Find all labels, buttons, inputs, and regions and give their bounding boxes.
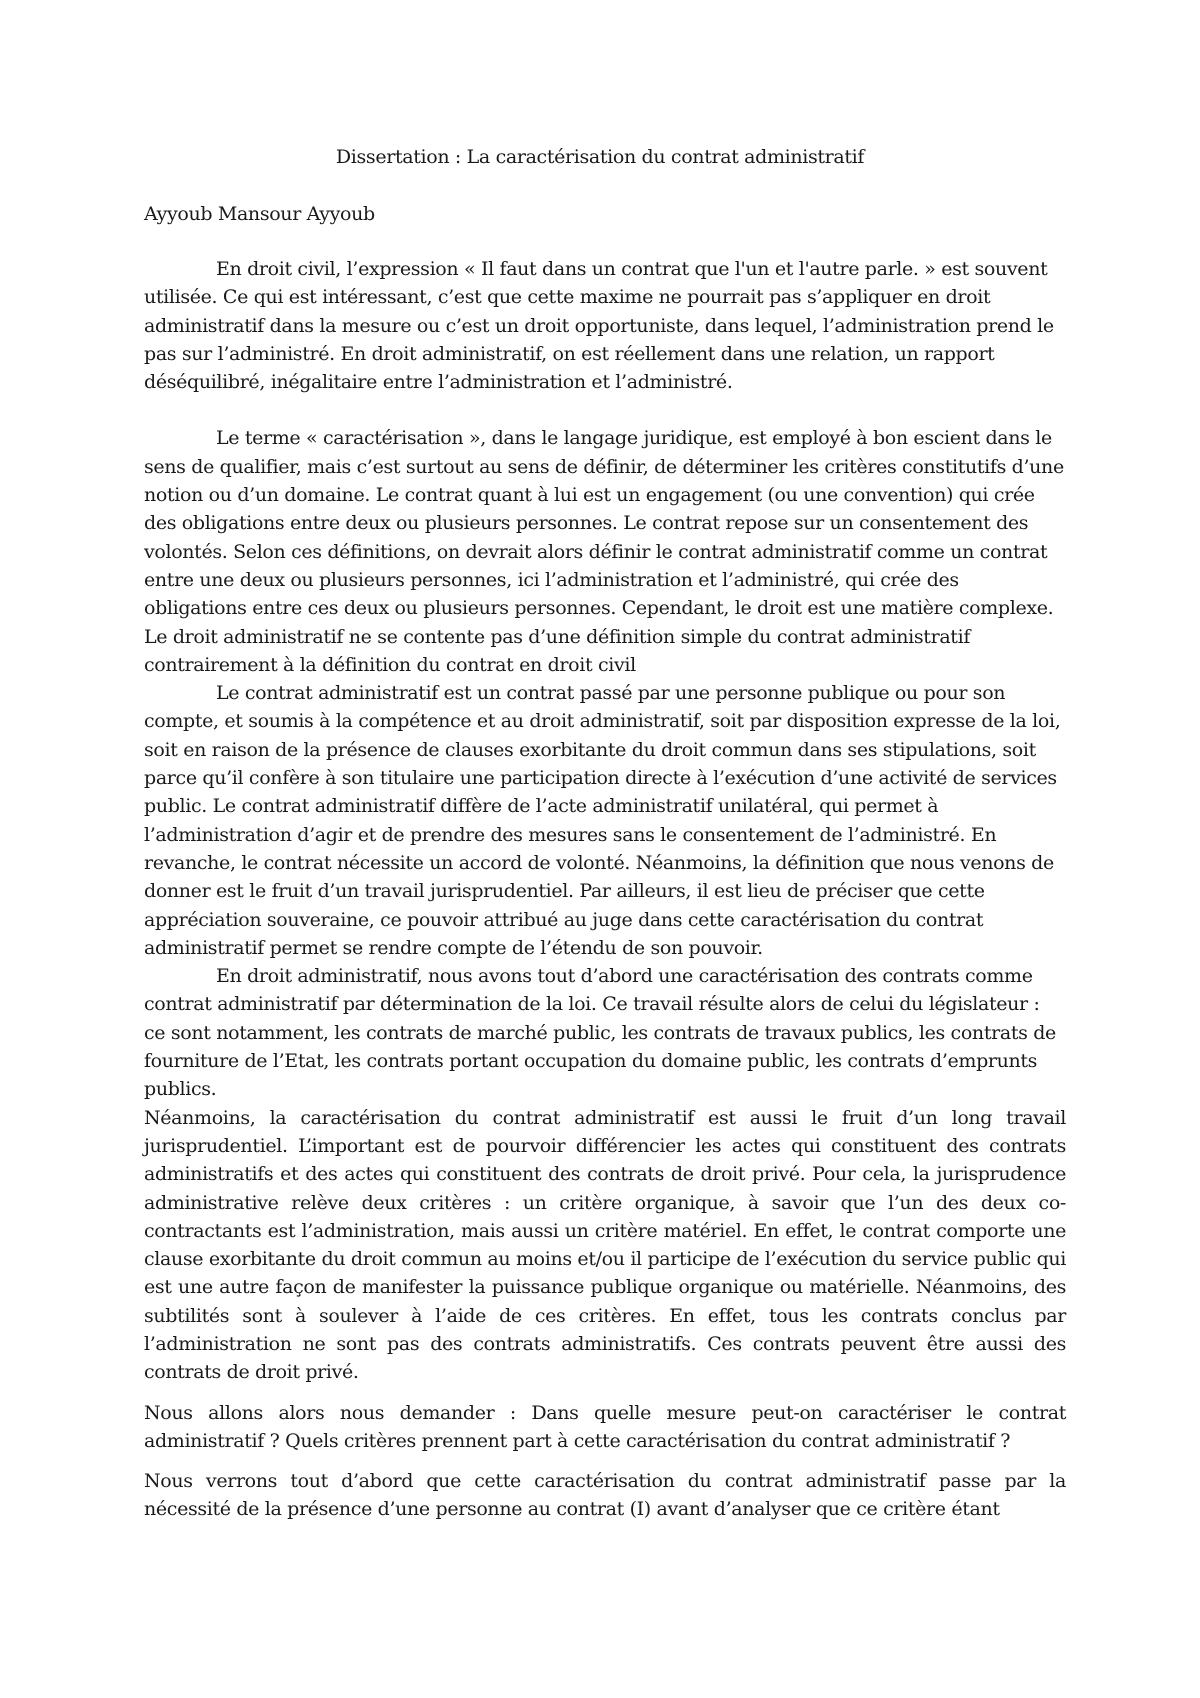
paragraph-definition-caracterisation: Le terme « caractérisation », dans le langage juridique, est employé à bon escient dans le sens de qualifier, mais c’est surtout au sens de définir, de déterminer les critères constitutifs d’une notion ou d’un domaine. Le contrat quant à lui est un engagement (ou une convention) qui crée des obligations entre deux ou plusieurs personnes. Le contrat repose sur un consentement des volontés. Selon ces définitions, on devrait alors définir le contrat administratif comme un contrat entre une deux ou plusieurs personnes, ici l’administration et l’administré, qui crée des obligations entre ces deux ou plusieurs personnes. Cependant, le droit est une matière complexe. Le droit administratif ne se contente pas d’une définition simple du contrat administratif contrairement à la définition du contrat en droit civil bbox=[144, 427, 1064, 676]
document-body bbox=[144, 255, 1066, 1524]
paragraph-definition-contrat-administratif: Le contrat administratif est un contrat passé par une personne publique ou pour son compte, et soumis à la compétence et au droit administratif, soit par disposition expresse de la loi, soit en raison de la présence de clauses exorbitante du droit commun dans ses stipulations, soit parce qu’il confère à son titulaire une participation directe à l’exécution d’une activité de services public. Le contrat administratif diffère de l’acte administratif unilatéral, qui permet à l’administration d’agir et de prendre des mesures sans le consentement de l’administré. En revanche, le contrat nécessite un accord de volonté. Néanmoins, la définition que nous venons de donner est le fruit d’un travail jurisprudentiel. Par ailleurs, il est lieu de préciser que cette appréciation souveraine, ce pouvoir attribué au juge dans cette caractérisation du contrat administratif permet se rendre compte de l’étendu de son pouvoir. bbox=[144, 682, 1061, 959]
paragraph-determination-loi: En droit administratif, nous avons tout d’abord une caractérisation des contrats comme contrat administratif par détermination de la loi. Ce travail résulte alors de celui du législateur : ce sont notamment, les contrats de marché public, les contrats de travaux publics, les contrats de fourniture de l’Etat, les contrats portant occupation du domaine public, les contrats d’emprunts publics. bbox=[144, 965, 1056, 1101]
paragraph-annonce-plan: Nous verrons tout d’abord que cette caractérisation du contrat administratif passe par la nécessité de la présence d’une personne au contrat (I) avant d’analyser que ce critère étant bbox=[144, 1470, 1066, 1521]
paragraph-travail-jurisprudentiel: Néanmoins, la caractérisation du contrat administratif est aussi le fruit d’un long travail jurisprudentiel. L’important est de pourvoir différencier les actes qui constituent des contrats administratifs et des actes qui constituent des contrats de droit privé. Pour cela, la jurisprudence administrative relève deux critères : un critère organique, à savoir que l’un des deux co-contractants est l’administration, mais aussi un critère matériel. En effet, le contrat comporte une clause exorbitante du droit commun au moins et/ou il participe de l’exécution du service public qui est une autre façon de manifester la puissance publique organique ou matérielle. Néanmoins, des subtilités sont à soulever à l’aide de ces critères. En effet, tous les contrats conclus par l’administration ne sont pas des contrats administratifs. Ces contrats peuvent être aussi des contrats de droit privé. bbox=[144, 1106, 1067, 1384]
paragraph-intro-civil-law: En droit civil, l’expression « Il faut dans un contrat que l'un et l'autre parle. » est souvent utilisée. Ce qui est intéressant, c’est que cette maxime ne pourrait pas s’appliquer en droit administratif dans la mesure ou c’est un droit opportuniste, dans lequel, l’administration prend le pas sur l’administré. En droit administratif, on est réellement dans une relation, un rapport déséquilibré, inégalitaire entre l’administration et l’administré. bbox=[144, 258, 1054, 394]
document-title: Dissertation : La caractérisation du contrat administratif bbox=[335, 146, 865, 168]
paragraph-problematique: Nous allons alors nous demander : Dans quelle mesure peut-on caractériser le contrat administratif ? Quels critères prennent part à cette caractérisation du contrat administratif ? bbox=[144, 1401, 1066, 1452]
document-author: Ayyoub Mansour Ayyoub bbox=[144, 203, 375, 225]
